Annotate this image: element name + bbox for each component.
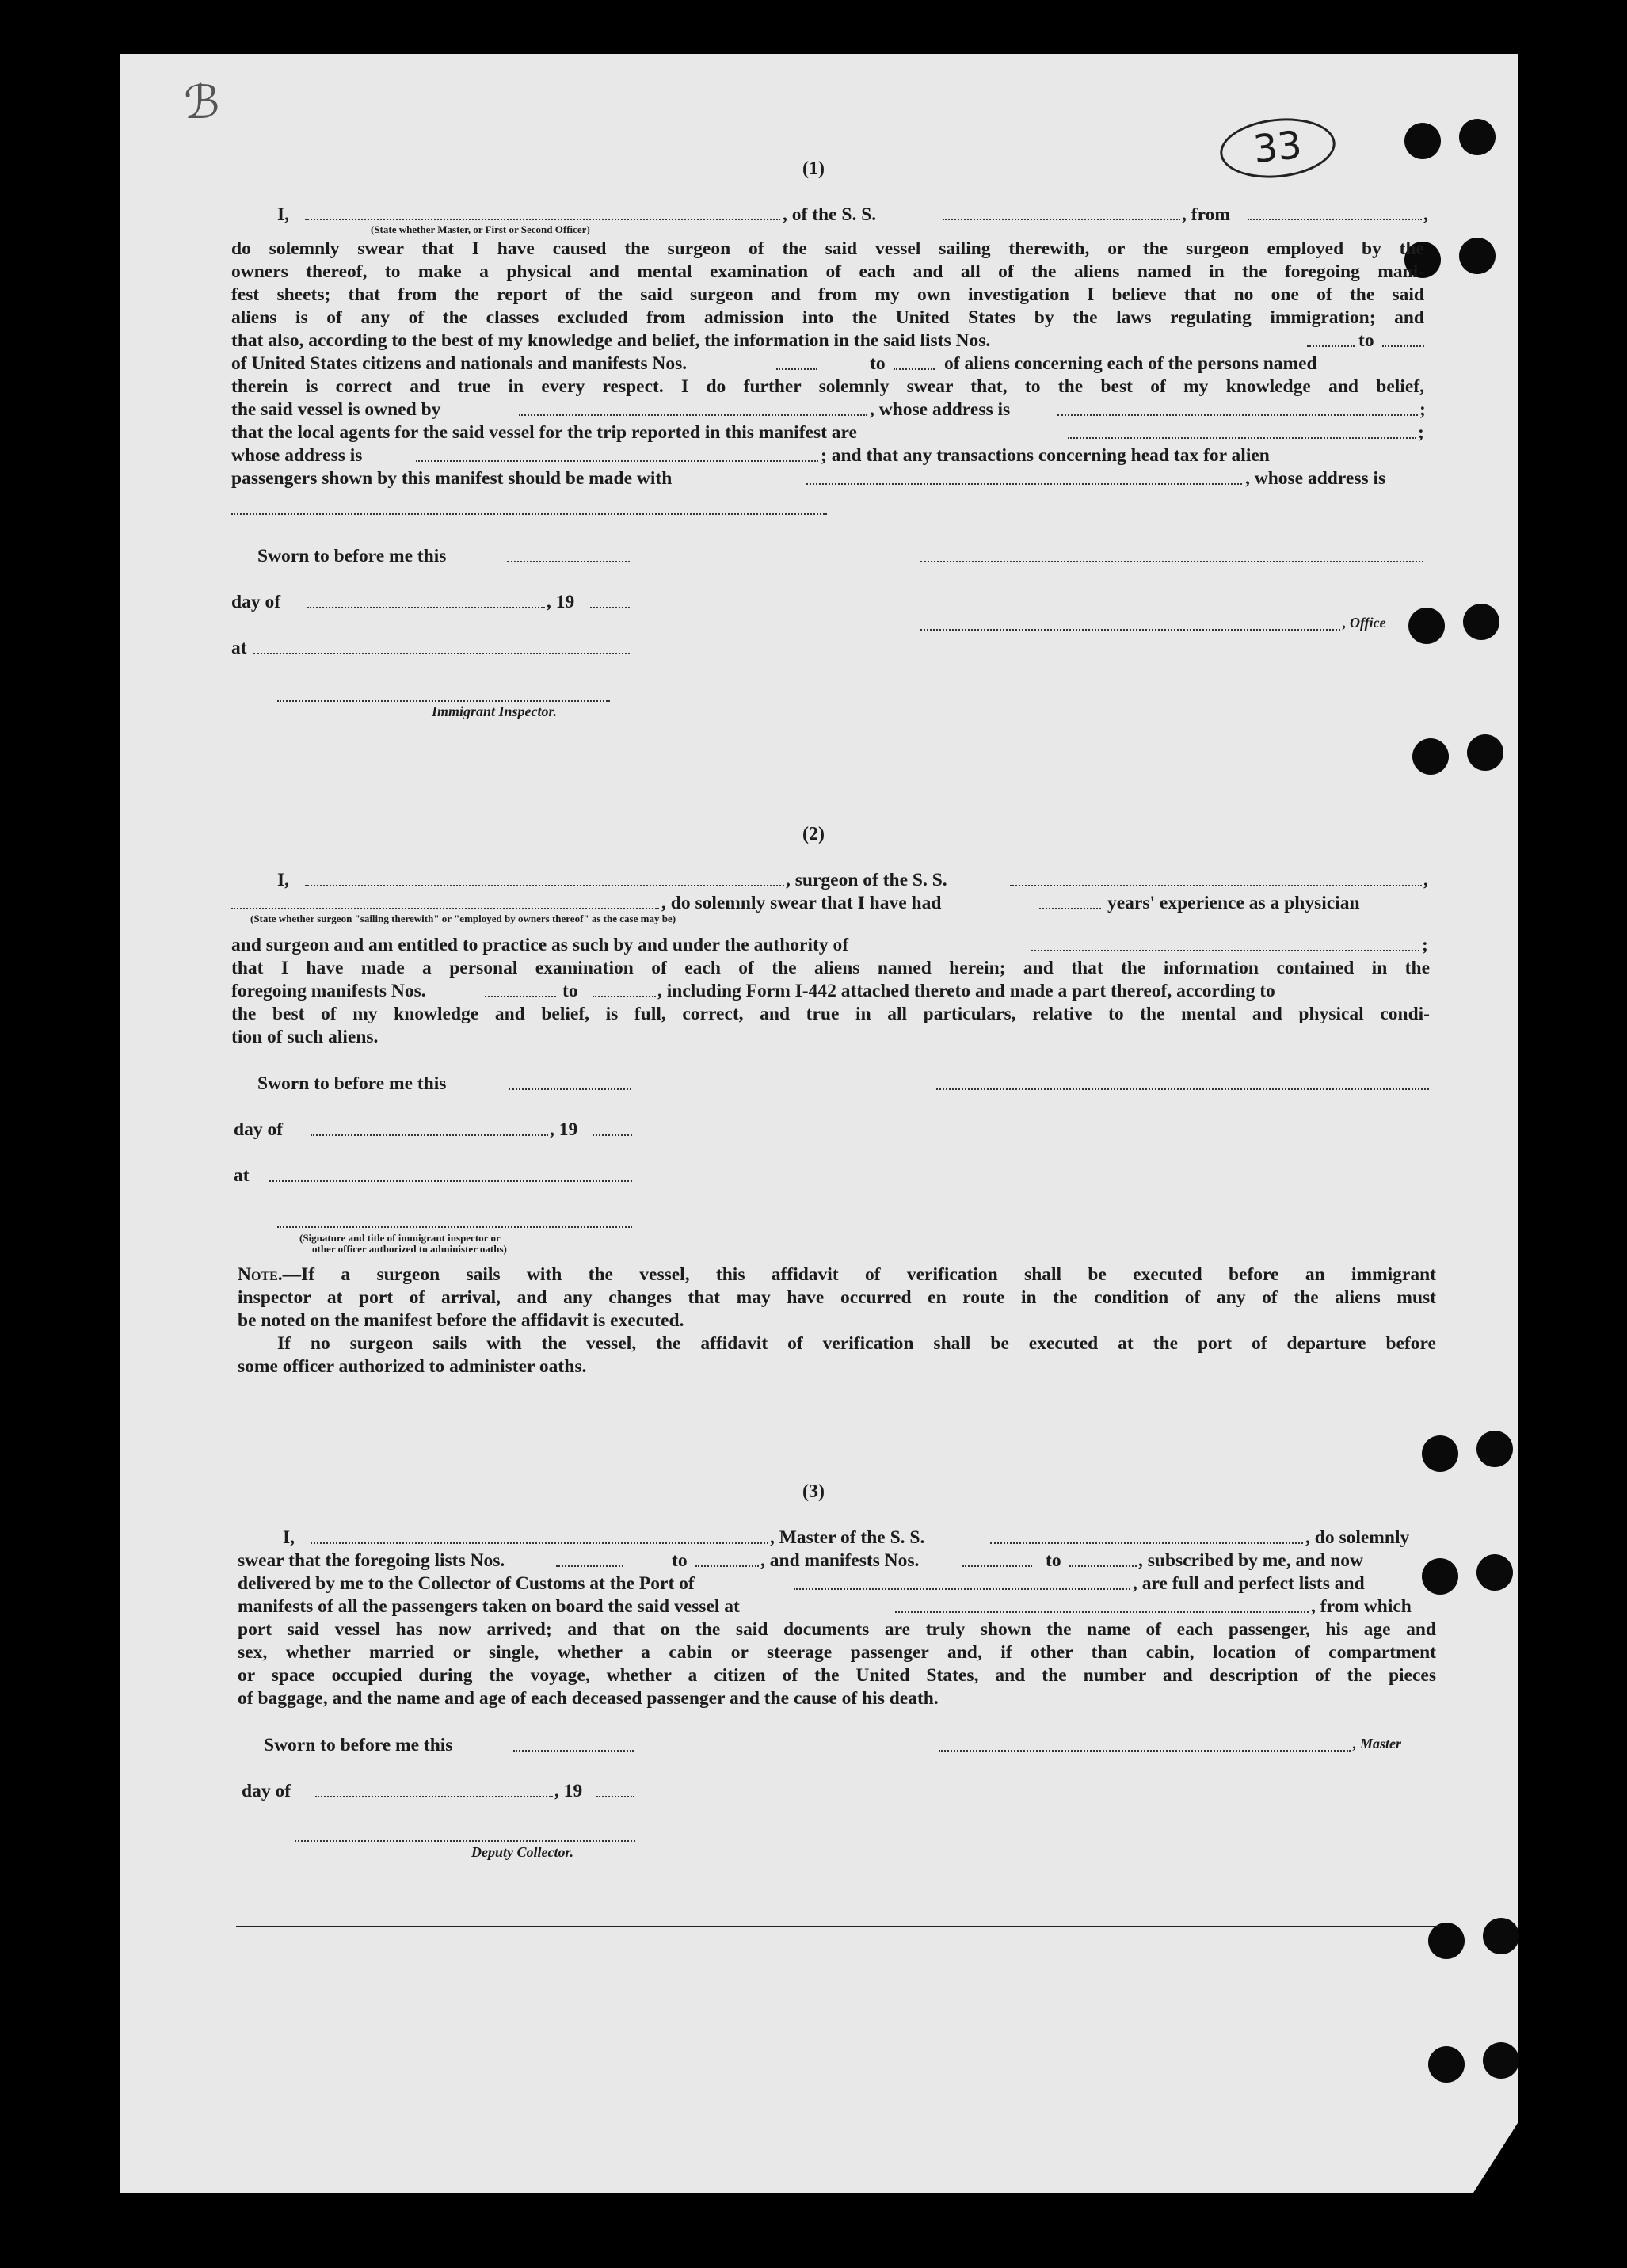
- punch-hole: [1459, 238, 1496, 274]
- s1-head-tax-field[interactable]: [806, 483, 1242, 485]
- s3-lists-label: swear that the foregoing lists Nos.: [238, 1550, 505, 1571]
- section-1-number: (1): [802, 158, 825, 179]
- punch-hole: [1463, 604, 1499, 640]
- s1-para-line-6: of United States citizens and nationals and manifests Nos.: [231, 353, 688, 374]
- s3-master-signature-field[interactable]: [939, 1750, 1351, 1752]
- punch-hole: [1476, 1431, 1513, 1467]
- s2-line-4: that I have made a personal examination of each of the aliens named herein; and that the information contained in the: [231, 958, 1430, 978]
- s3-manifest-from-field[interactable]: [962, 1565, 1032, 1567]
- s1-para-line-8: the said vessel is owned by: [231, 399, 441, 420]
- s2-surgeon-name-field[interactable]: [305, 885, 784, 886]
- s3-line-8: of baggage, and the name and age of each deceased passenger and the cause of his death.: [238, 1688, 939, 1709]
- s3-master-name-field[interactable]: [311, 1542, 768, 1544]
- s2-authority-field[interactable]: [1031, 950, 1419, 951]
- s2-note-line-2: inspector at port of arrival, and any changes that may have occurred en route in the condition of any of the aliens must: [238, 1287, 1436, 1308]
- bottom-rule: [236, 1926, 1440, 1927]
- s1-head-tax-address-field[interactable]: [231, 513, 827, 515]
- s1-vessel-field[interactable]: [943, 219, 1180, 220]
- s1-officer-name-field[interactable]: [305, 219, 780, 220]
- s1-para-line-11: passengers shown by this manifest should be made with: [231, 468, 673, 489]
- s1-officer-title-field[interactable]: [920, 629, 1340, 631]
- section-2-number: (2): [802, 824, 825, 844]
- s3-line-5: port said vessel has now arrived; and that on the said documents are truly shown the name of each passenger, his age and: [238, 1619, 1436, 1640]
- s2-manifests-label: foregoing manifests Nos.: [231, 981, 426, 1001]
- s1-state-note: (State whether Master, or First or Second Officer): [371, 223, 590, 235]
- s1-officer-signature-field[interactable]: [920, 561, 1423, 562]
- page-number-stamp: 33: [1217, 113, 1339, 184]
- s2-day-of-label: day of: [234, 1119, 284, 1140]
- punch-hole: [1467, 734, 1503, 771]
- s2-authority-label: and surgeon and am entitled to practice as such by and under the authority of: [231, 935, 849, 955]
- s1-at-label: at: [231, 638, 247, 658]
- s2-i-label: I,: [277, 870, 290, 890]
- s2-manifest-from-field[interactable]: [485, 996, 556, 997]
- handwritten-mark: ℬ: [184, 75, 220, 129]
- s2-note-line-1: Note.—If a surgeon sails with the vessel, this affidavit of verification shall be executed before an immigrant: [238, 1264, 1436, 1285]
- s1-from-label: , from: [1182, 204, 1230, 225]
- s3-line-7: or space occupied during the voyage, whether a citizen of the United States, and the number and description of the pieces: [238, 1665, 1436, 1686]
- punch-hole: [1483, 2042, 1519, 2079]
- s3-day-of-label: day of: [242, 1781, 291, 1801]
- s1-from-field[interactable]: [1248, 219, 1422, 220]
- s1-month-field[interactable]: [307, 607, 545, 608]
- folded-corner: [1473, 2123, 1518, 2193]
- punch-hole: [1428, 2046, 1465, 2083]
- s3-port-label: delivered by me to the Collector of Customs at the Port of: [238, 1573, 695, 1594]
- s2-sworn-label: Sworn to before me this: [257, 1073, 447, 1094]
- s1-lists-to-field[interactable]: [1382, 345, 1424, 347]
- s3-boarded-label: manifests of all the passengers taken on board the said vessel at: [238, 1596, 740, 1617]
- s2-year-field[interactable]: [593, 1134, 632, 1136]
- s2-line-6: the best of my knowledge and belief, is full, correct, and true in all particulars, relative to the mental and physical condi-: [231, 1004, 1430, 1024]
- punch-hole: [1428, 1923, 1465, 1959]
- s2-line-7: tion of such aliens.: [231, 1027, 379, 1047]
- s3-sworn-day-field[interactable]: [513, 1750, 634, 1752]
- s1-lists-from-field[interactable]: [1307, 345, 1355, 347]
- s3-line-6: sex, whether married or single, whether a cabin or steerage passenger and, if other than cabin, location of compartment: [238, 1642, 1436, 1663]
- section-3-number: (3): [802, 1481, 825, 1502]
- s2-place-field[interactable]: [269, 1180, 632, 1182]
- s3-year-field[interactable]: [596, 1796, 634, 1797]
- s1-inspector-signature-field[interactable]: [277, 700, 610, 702]
- s2-at-label: at: [234, 1165, 250, 1186]
- punch-hole: [1408, 608, 1445, 644]
- s1-para-line-7: therein is correct and true in every respect. I do further solemnly swear that, to the best of my knowledge and belief,: [231, 376, 1424, 397]
- s2-years-field[interactable]: [1039, 908, 1101, 909]
- s3-manifest-to-field[interactable]: [1069, 1565, 1137, 1567]
- s1-para-line-4: aliens is of any of the classes excluded from admission into the United States by the laws regulating immigration; and: [231, 307, 1424, 328]
- s3-lists-to-field[interactable]: [695, 1565, 759, 1567]
- s1-owner-field[interactable]: [519, 414, 867, 416]
- s1-year-field[interactable]: [590, 607, 630, 608]
- s1-place-field[interactable]: [253, 653, 630, 654]
- s2-surgeon-signature-field[interactable]: [936, 1088, 1429, 1090]
- s1-agents-address-field[interactable]: [416, 460, 818, 462]
- s2-note-line-4: If no surgeon sails with the vessel, the affidavit of verification shall be executed at the port of departure before: [277, 1333, 1436, 1354]
- s3-vessel-field[interactable]: [990, 1542, 1303, 1544]
- s1-inspector-caption: Immigrant Inspector.: [432, 703, 558, 719]
- s3-i-label: I,: [283, 1527, 295, 1548]
- s1-manifest-to-field[interactable]: [894, 368, 935, 370]
- s3-deputy-signature-field[interactable]: [295, 1840, 635, 1842]
- s3-port-field[interactable]: [794, 1588, 1130, 1590]
- s1-para-line-2: owners thereof, to make a physical and mental examination of each and all of the aliens named in the foregoing mani-: [231, 261, 1424, 282]
- s2-surgeon-label: , surgeon of the S. S.: [786, 870, 947, 890]
- s2-month-field[interactable]: [311, 1134, 548, 1136]
- s1-sworn-label: Sworn to before me this: [257, 546, 447, 566]
- s1-agents-field[interactable]: [1068, 437, 1416, 439]
- punch-hole: [1404, 123, 1441, 159]
- punch-hole: [1422, 1435, 1458, 1472]
- s2-state-note: (State whether surgeon "sailing therewith" or "employed by owners thereof" as the case may be): [250, 913, 676, 924]
- s2-sig-caption-2: other officer authorized to administer oaths): [312, 1243, 507, 1255]
- s1-of-ss-label: , of the S. S.: [783, 204, 877, 225]
- punch-hole: [1476, 1554, 1513, 1591]
- s3-master-caption: , Master: [1353, 1736, 1402, 1752]
- s2-capacity-field[interactable]: [231, 908, 659, 909]
- s1-para-line-1: do solemnly swear that I have caused the surgeon of the said vessel sailing therewith, or the surgeon employed by the: [231, 238, 1424, 259]
- punch-hole: [1422, 1558, 1458, 1595]
- s2-inspector-signature-field[interactable]: [277, 1226, 632, 1228]
- s2-note-line-5: some officer authorized to administer oaths.: [238, 1356, 587, 1377]
- s2-vessel-field[interactable]: [1010, 885, 1422, 886]
- s1-manifest-from-field[interactable]: [776, 368, 817, 370]
- s3-deputy-caption: Deputy Collector.: [471, 1844, 573, 1860]
- s3-month-field[interactable]: [315, 1796, 553, 1797]
- s1-sworn-day-field[interactable]: [507, 561, 630, 562]
- s1-para-line-3: fest sheets; that from the report of the said surgeon and from my own investigation I believe that no one of the said: [231, 284, 1424, 305]
- s1-owner-address-field[interactable]: [1057, 414, 1418, 416]
- punch-hole: [1459, 119, 1496, 155]
- punch-hole: [1412, 738, 1449, 775]
- s2-swear-label: , do solemnly swear that I have had: [661, 893, 942, 913]
- s1-para-line-10: whose address is: [231, 445, 363, 466]
- s2-manifest-to-field[interactable]: [593, 996, 656, 997]
- s1-para-line-9: that the local agents for the said vessel for the trip reported in this manifest are: [231, 422, 857, 443]
- s1-day-of-label: day of: [231, 592, 281, 612]
- s3-sworn-label: Sworn to before me this: [264, 1735, 453, 1755]
- s3-master-label: , Master of the S. S.: [770, 1527, 925, 1548]
- s2-note-line-3: be noted on the manifest before the affidavit is executed.: [238, 1310, 684, 1331]
- s3-lists-from-field[interactable]: [556, 1565, 623, 1567]
- s1-para-line-5: that also, according to the best of my knowledge and belief, the information in the said lists Nos.: [231, 330, 991, 351]
- s1-officer-caption: , Office: [1343, 615, 1386, 631]
- note-label: Note.: [238, 1264, 283, 1285]
- s2-sig-caption-1: (Signature and title of immigrant inspector or: [299, 1232, 501, 1244]
- s3-boarded-port-field[interactable]: [895, 1611, 1309, 1613]
- s1-i-label: I,: [277, 204, 290, 225]
- punch-hole: [1483, 1918, 1519, 1954]
- s2-sworn-day-field[interactable]: [509, 1088, 631, 1090]
